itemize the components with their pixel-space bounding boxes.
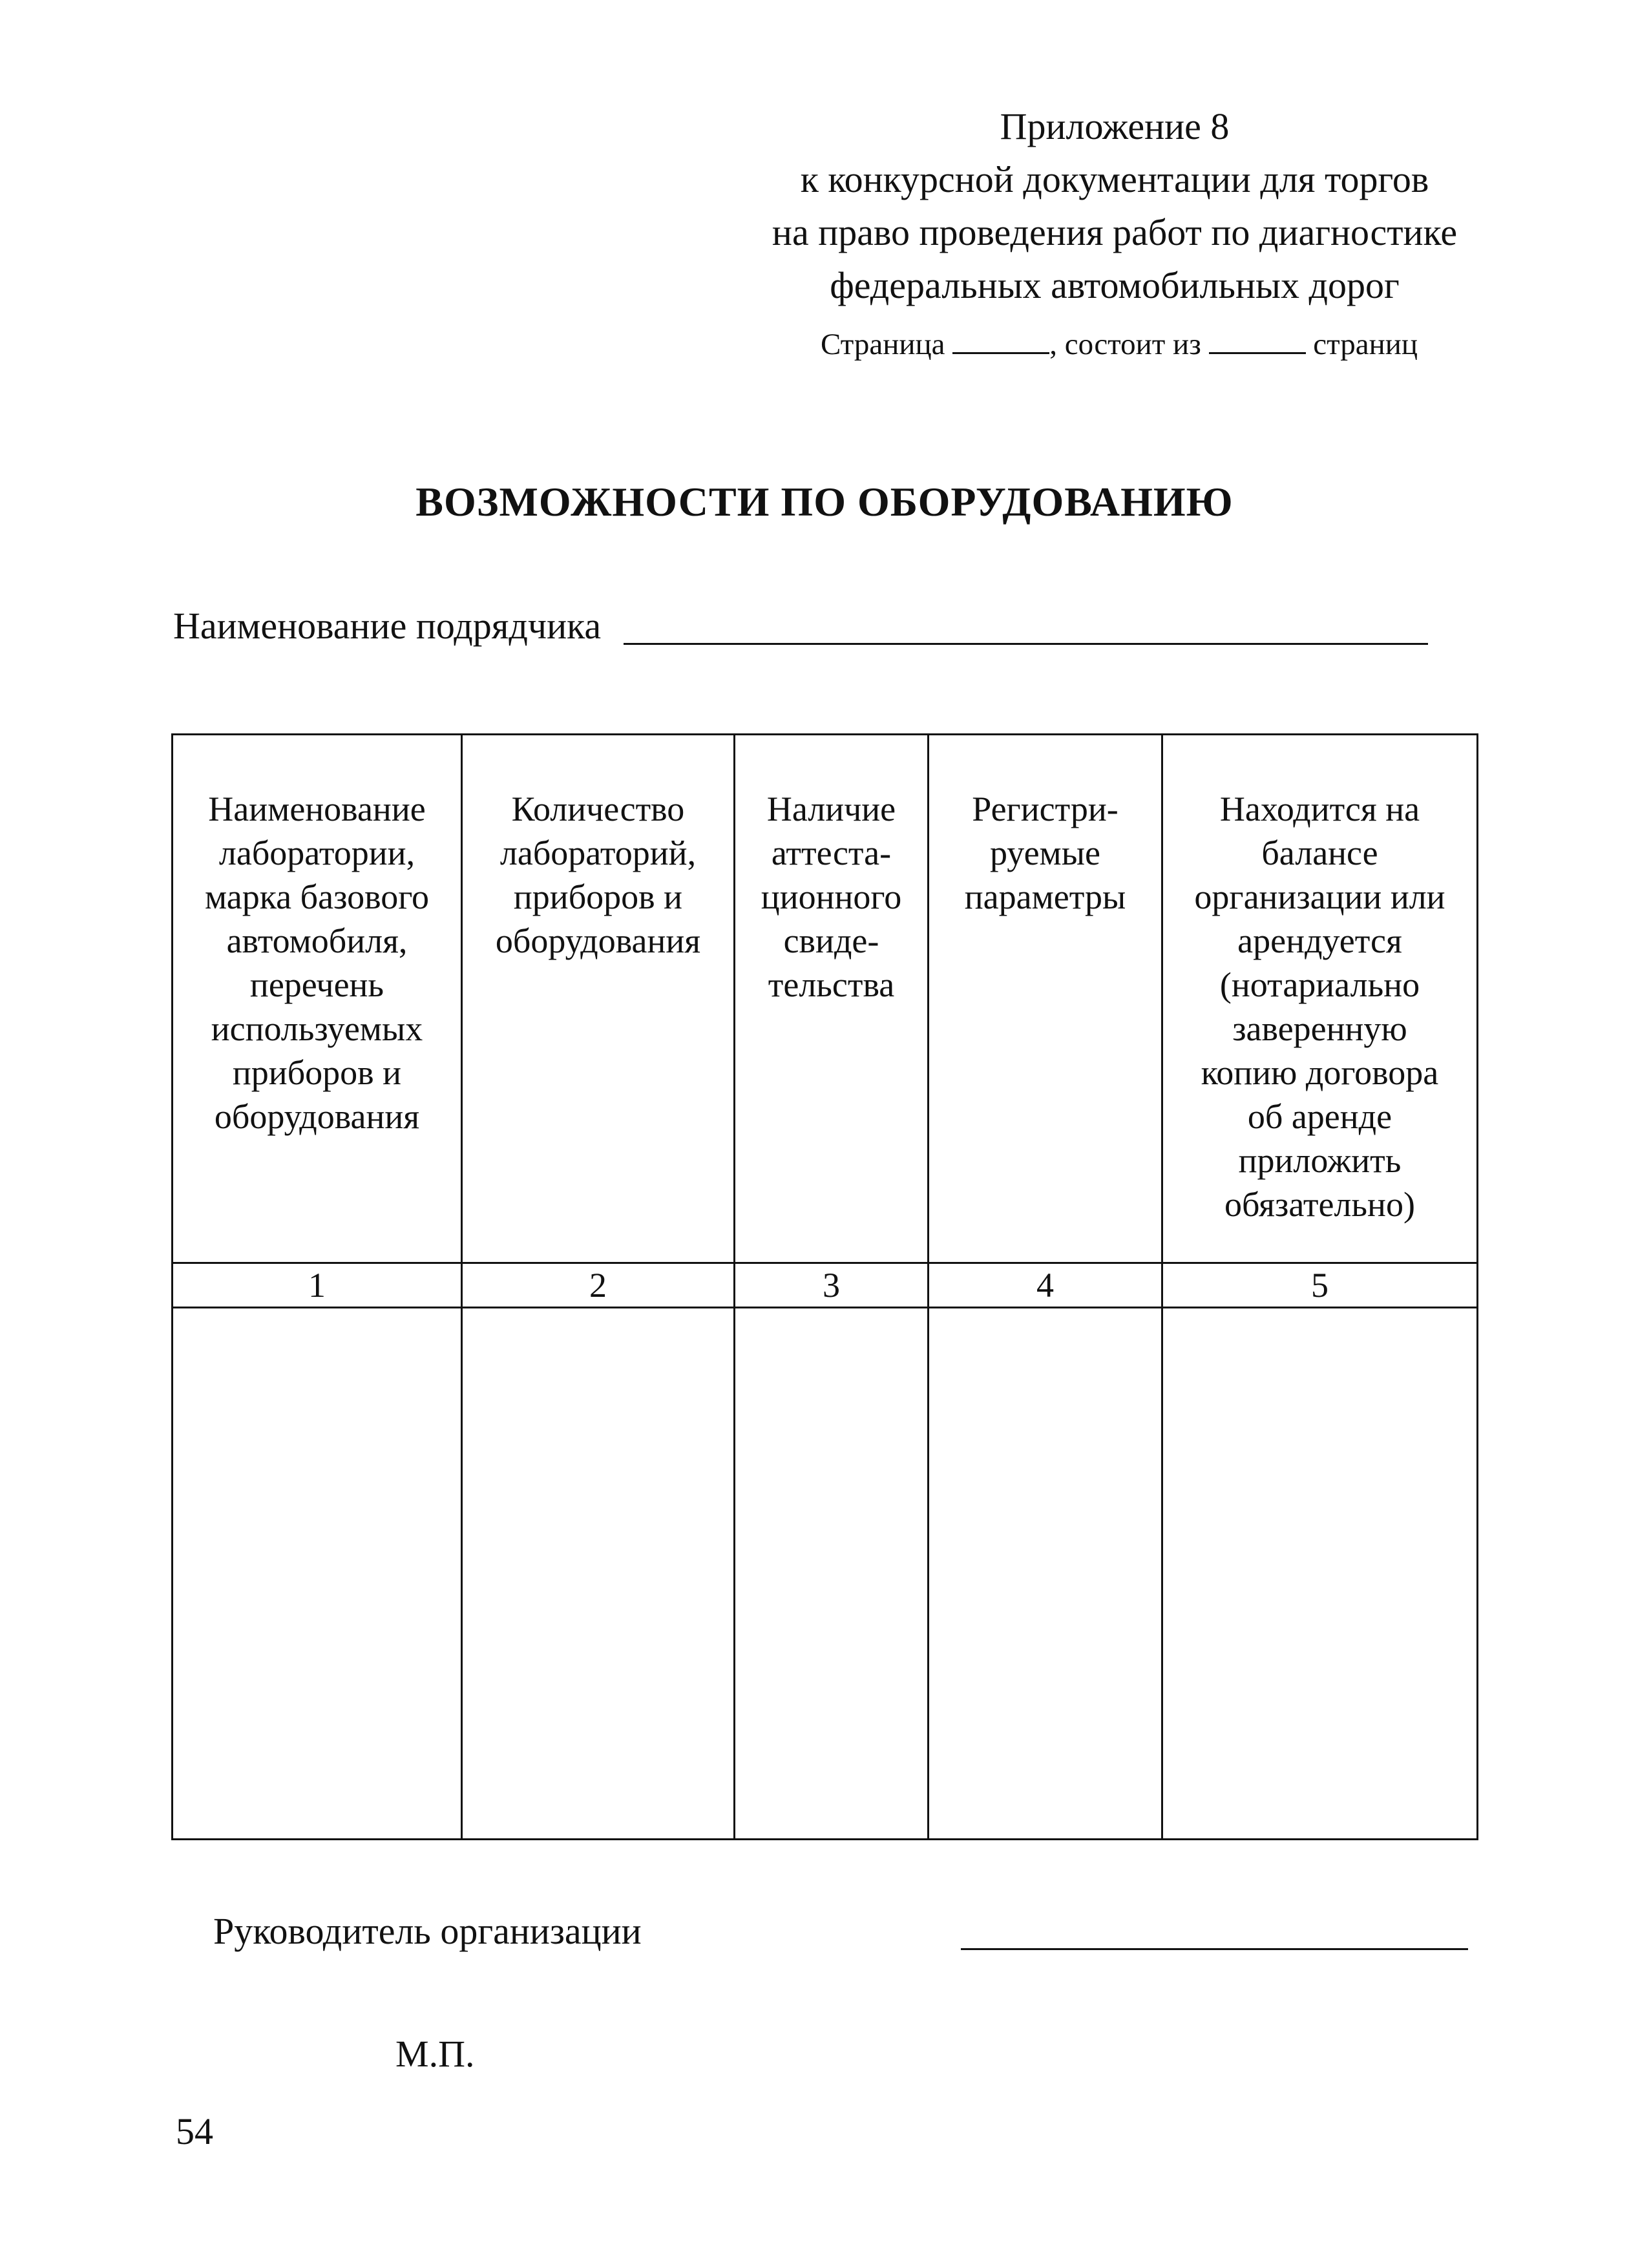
page-count-line [821,326,1418,362]
header-cell [1162,735,1478,1263]
header-cell [173,735,462,1263]
column-number-row [173,1263,1478,1308]
appendix-line: к конкурсной документации для торгов [800,158,1429,200]
empty-cell[interactable] [173,1308,462,1840]
column-number: 3 [735,1263,929,1308]
contractor-label: Наименование подрядчика [173,605,602,647]
empty-cell[interactable] [735,1308,929,1840]
column-number: 4 [929,1263,1162,1308]
header-cell [735,735,929,1263]
header-cell [462,735,735,1263]
manager-label: Руководитель организации [213,1910,642,1952]
consists-of-label: , состоит из [1049,328,1201,361]
empty-cell[interactable] [929,1308,1162,1840]
empty-cell[interactable] [1162,1308,1478,1840]
table-row [173,1308,1478,1840]
appendix-line: на право проведения работ по диагностике [772,211,1458,253]
equipment-table [171,733,1478,1840]
document-title: ВОЗМОЖНОСТИ ПО ОБОРУДОВАНИЮ [415,479,1234,525]
appendix-line: Приложение 8 [1000,105,1230,147]
column-number: 1 [173,1263,462,1308]
header-text-certificate: Наличие аттеста- ционного свиде- тельства [761,790,902,1004]
table-header-row [173,735,1478,1263]
page-label: Страница [821,328,945,361]
header-text-ownership: Находится на балансе организации или арендуется (нотариально заверенную копию договора об аренде приложить обязательно) [1194,790,1445,1224]
header-text-lab-name: Наименование лаборатории, марка базового автомобиля, перечень используемых приборов и оборудования [204,790,430,1136]
total-pages-blank[interactable] [1209,326,1306,354]
stamp-label: М.П. [395,2033,475,2075]
appendix-header [646,100,1583,312]
header-cell [929,735,1162,1263]
page-number-blank[interactable] [952,326,1049,354]
header-text-parameters: Регистри- руемые параметры [964,790,1126,916]
contractor-name-field[interactable] [624,643,1428,645]
manager-signature-field[interactable] [961,1948,1468,1950]
header-text-quantity: Количество лабораторий, приборов и оборудования [495,790,701,960]
page-number: 54 [176,2110,213,2152]
appendix-line: федеральных автомобильных дорог [830,264,1400,306]
pages-label: страниц [1313,328,1418,361]
empty-cell[interactable] [462,1308,735,1840]
column-number: 2 [462,1263,735,1308]
column-number: 5 [1162,1263,1478,1308]
